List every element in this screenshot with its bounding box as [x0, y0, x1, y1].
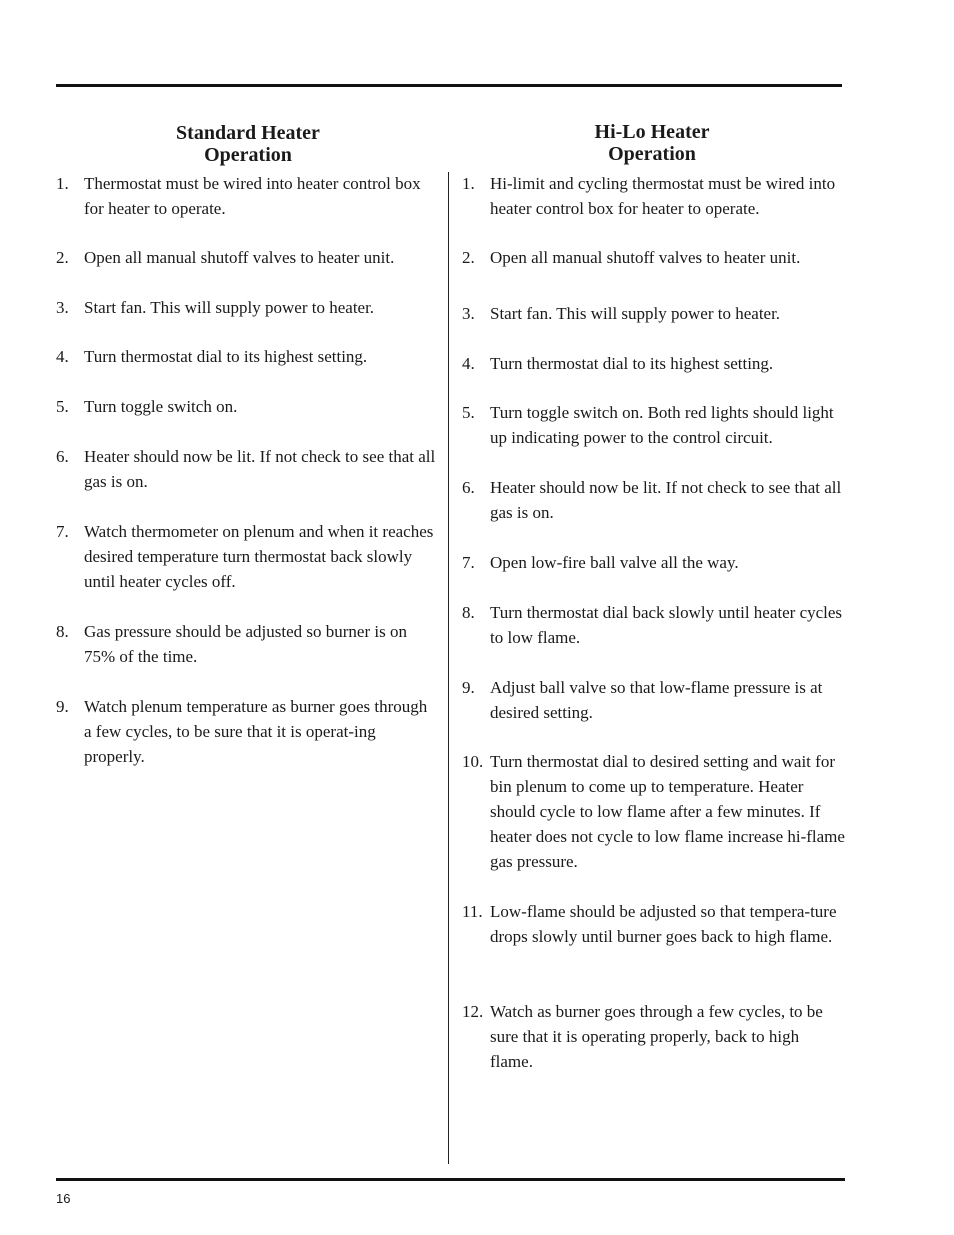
hi-lo-heater-heading	[502, 121, 802, 165]
item-number: 7.	[56, 522, 69, 541]
page-number: 16	[56, 1191, 71, 1206]
item-text: Open low-fire ball valve all the way.	[490, 553, 739, 572]
list-item	[462, 899, 846, 949]
list-item	[462, 400, 846, 450]
item-text: Watch plenum temperature as burner goes through a few cycles, to be sure that it is operat-ing properly.	[84, 697, 428, 766]
list-item	[462, 301, 846, 326]
item-number: 7.	[462, 553, 475, 572]
list-item	[56, 694, 438, 769]
item-number: 4.	[56, 347, 69, 366]
list-item	[462, 999, 846, 1074]
list-item	[56, 245, 438, 270]
item-number: 10.	[462, 752, 484, 771]
item-number: 4.	[462, 354, 475, 373]
item-text: Turn thermostat dial to its highest setting.	[490, 354, 774, 373]
list-item	[56, 171, 438, 221]
list-item	[462, 351, 846, 376]
item-text: Start fan. This will supply power to heater.	[84, 298, 375, 317]
item-number: 9.	[56, 697, 69, 716]
item-text: Watch as burner goes through a few cycles, to be sure that it is operating properly, back to high flame.	[490, 1002, 823, 1071]
item-text: Open all manual shutoff valves to heater unit.	[84, 248, 395, 267]
item-text: Heater should now be lit. If not check to see that all gas is on.	[490, 478, 842, 522]
item-number: 12.	[462, 1002, 484, 1021]
item-text: Heater should now be lit. If not check to see that all gas is on.	[84, 447, 436, 491]
item-number: 2.	[56, 248, 69, 267]
list-item	[56, 295, 438, 320]
standard-heater-heading	[98, 122, 398, 166]
list-item	[462, 245, 846, 270]
list-item	[462, 600, 846, 650]
item-text: Turn thermostat dial to its highest setting.	[84, 347, 368, 366]
item-text: Turn thermostat dial back slowly until heater cycles to low flame.	[490, 603, 843, 647]
item-text: Open all manual shutoff valves to heater unit.	[490, 248, 801, 267]
item-number: 9.	[462, 678, 475, 697]
item-number: 8.	[56, 622, 69, 641]
list-item	[56, 344, 438, 369]
item-text: Start fan. This will supply power to heater.	[490, 304, 781, 323]
heading-line1: Standard Heater	[176, 122, 320, 144]
list-item	[56, 444, 438, 494]
item-text: Low-flame should be adjusted so that tempera-ture drops slowly until burner goes back to high flame.	[490, 902, 837, 946]
list-item	[462, 171, 846, 221]
list-item	[462, 675, 846, 725]
list-item	[462, 475, 846, 525]
heading-line1: Hi-Lo Heater	[594, 121, 710, 143]
item-number: 5.	[56, 397, 69, 416]
item-text: Hi-limit and cycling thermostat must be wired into heater control box for heater to operate.	[490, 174, 836, 218]
item-text: Gas pressure should be adjusted so burner is on 75% of the time.	[84, 622, 407, 666]
heading-line2: Operation	[204, 144, 292, 166]
item-number: 3.	[56, 298, 69, 317]
item-number: 8.	[462, 603, 475, 622]
item-text: Thermostat must be wired into heater control box for heater to operate.	[84, 174, 421, 218]
list-item	[462, 749, 846, 874]
item-text: Turn thermostat dial to desired setting and wait for bin plenum to come up to temperature. Heater should cycle to low flame after a few minutes. If heater does not cycle to low flame increase hi-flame gas pressure.	[490, 752, 845, 871]
item-number: 3.	[462, 304, 475, 323]
item-number: 6.	[56, 447, 69, 466]
column-divider	[448, 172, 449, 1164]
item-text: Adjust ball valve so that low-flame pressure is at desired setting.	[490, 678, 823, 722]
item-text: Turn toggle switch on.	[84, 397, 238, 416]
list-item	[56, 519, 438, 594]
item-text: Watch thermometer on plenum and when it reaches desired temperature turn thermostat back slowly until heater cycles off.	[84, 522, 434, 591]
item-number: 1.	[462, 174, 475, 193]
item-number: 11.	[462, 902, 483, 921]
item-number: 5.	[462, 403, 475, 422]
list-item	[56, 619, 438, 669]
item-number: 2.	[462, 248, 475, 267]
top-rule	[56, 84, 842, 87]
bottom-rule	[56, 1178, 845, 1181]
item-text: Turn toggle switch on. Both red lights should light up indicating power to the control circuit.	[490, 403, 834, 447]
list-item	[56, 394, 438, 419]
heading-line2: Operation	[608, 143, 696, 165]
item-number: 1.	[56, 174, 69, 193]
item-number: 6.	[462, 478, 475, 497]
list-item	[462, 550, 846, 575]
